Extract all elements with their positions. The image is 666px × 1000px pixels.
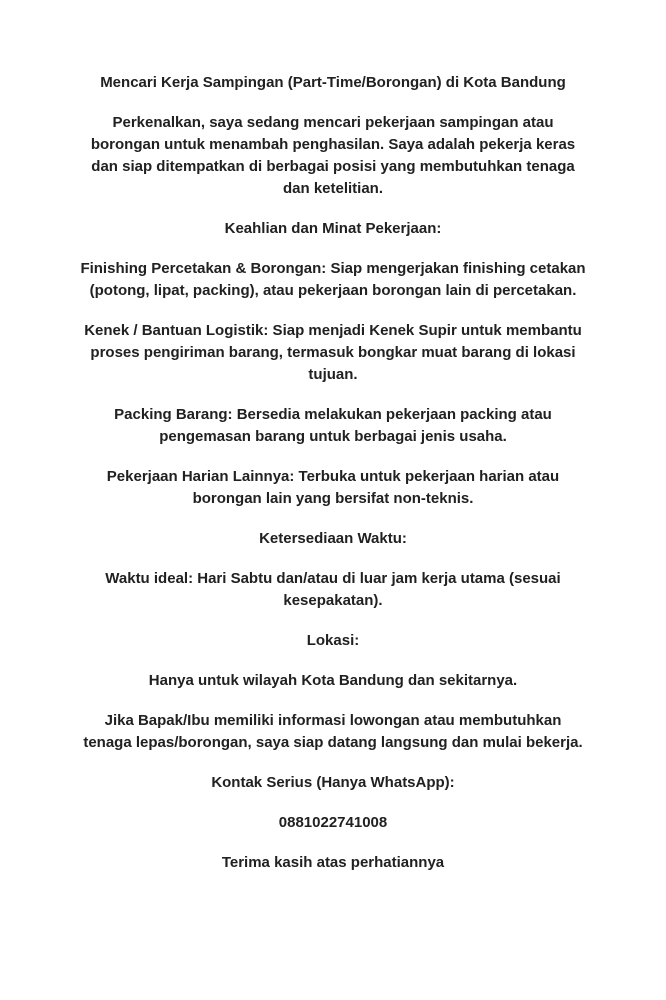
skill-pekerjaan-harian-line: borongan lain yang bersifat non-teknis. xyxy=(192,490,474,507)
intro-paragraph-line: dan siap ditempatkan di berbagai posisi yang membutuhkan tenaga xyxy=(91,158,575,175)
availability-heading-line: Ketersediaan Waktu: xyxy=(259,530,407,547)
availability-paragraph xyxy=(53,568,613,612)
contact-heading-line: Kontak Serius (Hanya WhatsApp): xyxy=(211,774,455,791)
skill-packing-barang xyxy=(53,404,613,448)
skill-kenek-logistik-line: proses pengiriman barang, termasuk bongkar muat barang di lokasi xyxy=(90,344,576,361)
location-heading-line: Lokasi: xyxy=(306,632,360,649)
skill-kenek-logistik xyxy=(53,320,613,386)
closing-thanks xyxy=(53,852,613,874)
skills-heading xyxy=(53,218,613,240)
availability-paragraph-line: kesepakatan). xyxy=(283,592,383,609)
contact-phone-line: 0881022741008 xyxy=(278,814,388,831)
intro-paragraph-line: Perkenalkan, saya sedang mencari pekerjaan sampingan atau xyxy=(112,114,554,131)
call-to-action-paragraph xyxy=(53,710,613,754)
skill-finishing-percetakan-line: Finishing Percetakan & Borongan: Siap mengerjakan finishing cetakan xyxy=(80,260,586,277)
skill-kenek-logistik-line: tujuan. xyxy=(308,366,358,383)
location-paragraph-line: Hanya untuk wilayah Kota Bandung dan sekitarnya. xyxy=(148,672,518,689)
contact-heading xyxy=(53,772,613,794)
closing-thanks-line: Terima kasih atas perhatiannya xyxy=(221,854,445,871)
location-paragraph xyxy=(53,670,613,692)
skill-finishing-percetakan-line: (potong, lipat, packing), atau pekerjaan borongan lain di percetakan. xyxy=(89,282,577,299)
call-to-action-paragraph-line: tenaga lepas/borongan, saya siap datang langsung dan mulai bekerja. xyxy=(83,734,583,751)
intro-paragraph xyxy=(53,112,613,200)
availability-paragraph-line: Waktu ideal: Hari Sabtu dan/atau di luar jam kerja utama (sesuai xyxy=(105,570,561,587)
skill-pekerjaan-harian xyxy=(53,466,613,510)
availability-heading xyxy=(53,528,613,550)
skill-packing-barang-line: pengemasan barang untuk berbagai jenis usaha. xyxy=(159,428,507,445)
skill-kenek-logistik-line: Kenek / Bantuan Logistik: Siap menjadi Kenek Supir untuk membantu xyxy=(84,322,582,339)
ad-title xyxy=(53,72,613,94)
skill-finishing-percetakan xyxy=(53,258,613,302)
contact-phone xyxy=(53,812,613,834)
call-to-action-paragraph-line: Jika Bapak/Ibu memiliki informasi lowongan atau membutuhkan xyxy=(104,712,562,729)
intro-paragraph-line: borongan untuk menambah penghasilan. Saya adalah pekerja keras xyxy=(90,136,576,153)
intro-paragraph-line: dan ketelitian. xyxy=(282,180,384,197)
skill-pekerjaan-harian-line: Pekerjaan Harian Lainnya: Terbuka untuk pekerjaan harian atau xyxy=(106,468,560,485)
ad-title-line: Mencari Kerja Sampingan (Part-Time/Borongan) di Kota Bandung xyxy=(100,74,566,91)
location-heading xyxy=(53,630,613,652)
skills-heading-line: Keahlian dan Minat Pekerjaan: xyxy=(224,220,442,237)
skill-packing-barang-line: Packing Barang: Bersedia melakukan pekerjaan packing atau xyxy=(114,406,552,423)
